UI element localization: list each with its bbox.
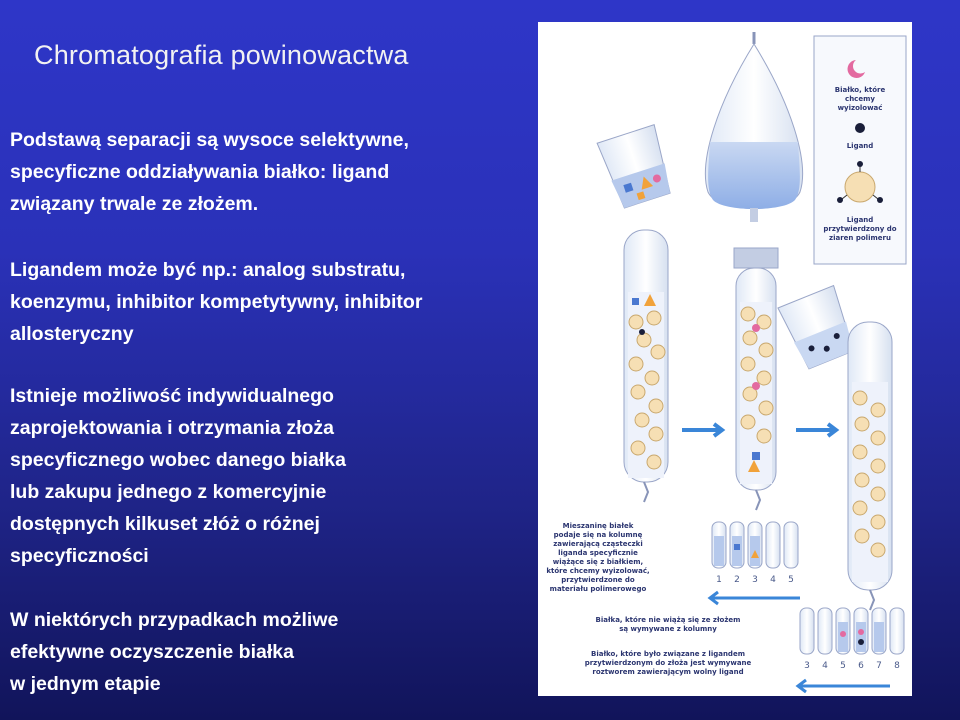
paragraph-ligand-examples	[10, 254, 540, 350]
text-line: związany trwale ze złożem.	[10, 193, 259, 215]
legend-bound-line: Ligand	[846, 216, 874, 224]
eluent-beaker	[778, 286, 859, 372]
text-line: allosteryczny	[10, 323, 134, 345]
caption-bound	[585, 650, 752, 676]
legend-bound-line: przytwierdzony do	[823, 225, 897, 233]
tube-rack-2	[800, 608, 904, 671]
caption-line: Białka, które nie wiążą się ze złożem	[595, 616, 741, 624]
caption-line: materiału polimerowego	[549, 585, 647, 593]
caption-line: liganda specyficznie	[558, 549, 638, 557]
text-line: lub zakupu jednego z komercyjnie	[10, 481, 327, 503]
text-line: specyficzności	[10, 545, 149, 567]
text-line: efektywne oczyszczenie białka	[10, 641, 294, 663]
bead-symbol	[845, 172, 875, 202]
caption-unbound	[596, 616, 741, 633]
column-elution	[848, 322, 892, 610]
tube-number: 3	[804, 661, 810, 671]
text-line: Ligandem może być np.: analog substratu,	[10, 259, 406, 281]
tube-number: 6	[858, 661, 864, 671]
caption-line: które chcemy wyizolować,	[546, 567, 650, 575]
tube-number: 4	[822, 661, 828, 671]
paragraph-basis	[10, 124, 540, 220]
caption-line: przytwierdzone do	[561, 576, 635, 584]
text-line: koenzymu, inhibitor kompetytywny, inhibitor	[10, 291, 423, 313]
caption-line: zawierającą cząsteczki	[553, 540, 643, 548]
tube-rack-1	[712, 522, 798, 585]
column-washing	[734, 248, 778, 510]
tube-number: 5	[840, 661, 846, 671]
caption-line: podaje się na kolumnę	[553, 531, 643, 539]
caption-line: przytwierdzonym do złoża jest wymywane	[584, 659, 752, 667]
chromatography-illustration	[538, 22, 912, 696]
tube-number: 2	[734, 575, 740, 585]
tube-number: 8	[894, 661, 900, 671]
tube-number: 4	[770, 575, 776, 585]
separatory-funnel	[705, 32, 802, 222]
caption-line: Białko, które było związane z ligandem	[590, 650, 746, 658]
tube-number: 3	[752, 575, 758, 585]
tube-number: 1	[716, 575, 722, 585]
mixture-beaker	[597, 125, 676, 210]
arrow-left-icon	[710, 592, 800, 604]
legend-protein-line: chcemy	[845, 95, 875, 103]
column-loading	[624, 230, 668, 502]
arrow-left-icon	[798, 680, 890, 692]
paragraph-one-step	[10, 604, 540, 700]
text-line: specyficznego wobec danego białka	[10, 449, 346, 471]
legend-ligand-label: Ligand	[846, 142, 874, 150]
legend-protein-line: Białko, które	[834, 86, 886, 94]
text-line: Istnieje możliwość indywidualnego	[10, 385, 334, 407]
text-line: specyficzne oddziaływania białko: ligand	[10, 161, 390, 183]
illustration-svg	[538, 22, 912, 696]
arrow-right-icon	[682, 424, 722, 436]
legend-bound-line: ziaren polimeru	[829, 234, 891, 242]
text-line: zaprojektowania i otrzymania złoża	[10, 417, 334, 439]
caption-line: wiążące się z białkiem,	[552, 558, 644, 566]
caption-mixture	[546, 522, 649, 593]
text-line: Podstawą separacji są wysoce selektywne,	[10, 129, 409, 151]
tube-number: 7	[876, 661, 882, 671]
tube-number: 5	[788, 575, 794, 585]
arrow-right-icon	[796, 424, 836, 436]
caption-line: są wymywane z kolumny	[619, 625, 717, 633]
paragraph-custom-beds	[10, 380, 540, 572]
legend-protein-line: wyizolować	[837, 104, 883, 112]
ligand-symbol	[855, 123, 865, 133]
slide-title: Chromatografia powinowactwa	[34, 40, 409, 70]
caption-line: Mieszaninę białek	[562, 522, 634, 530]
text-line: dostępnych kilkuset złóż o różnej	[10, 513, 320, 535]
text-line: W niektórych przypadkach możliwe	[10, 609, 339, 631]
text-line: w jednym etapie	[10, 673, 161, 695]
caption-line: roztworem zawierającym wolny ligand	[592, 668, 744, 676]
